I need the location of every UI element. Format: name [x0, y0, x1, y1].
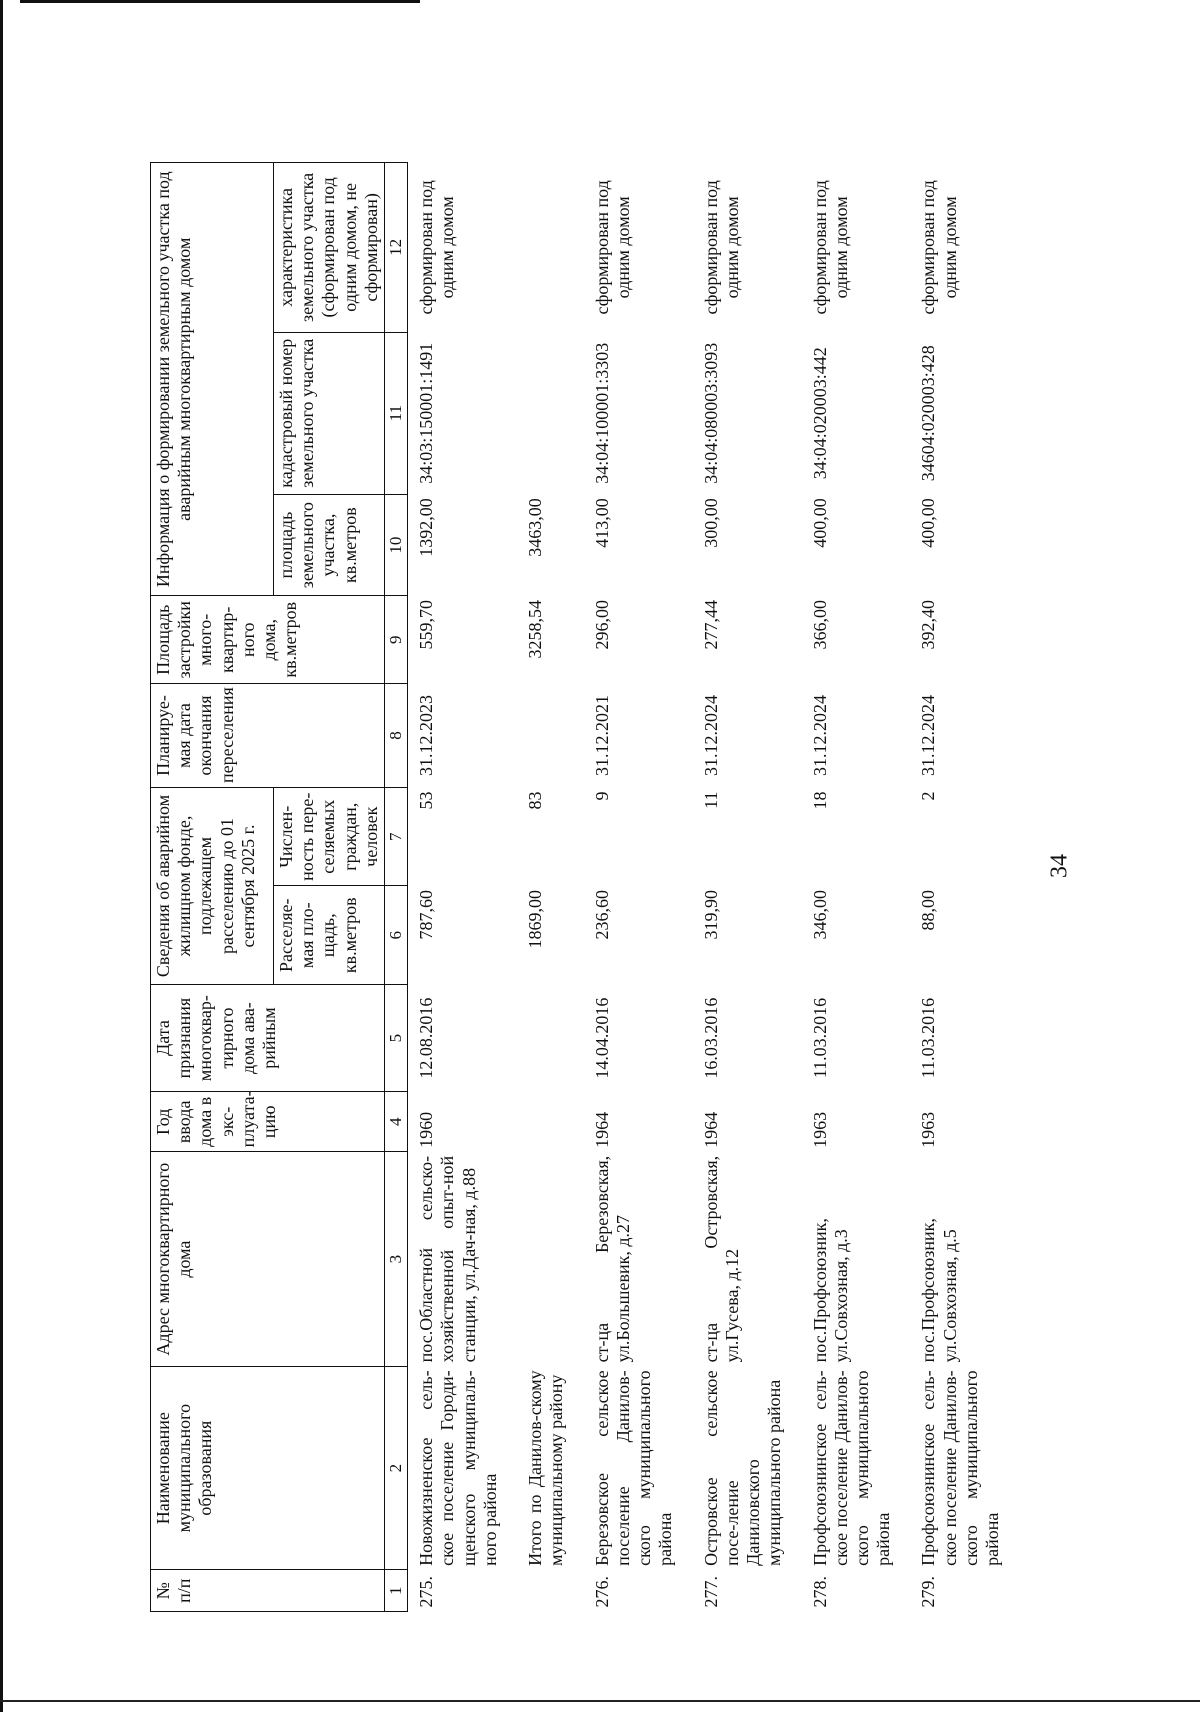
cell-municipality: Березовское сельское поселение Данилов-ского муниципального района [591, 1370, 676, 1566]
column-number: 3 [385, 1152, 408, 1366]
cell-address: пос.Профсоюзник, ул.Совхозная, д.5 [918, 1218, 960, 1363]
cell-resettled-people: 83 [525, 791, 546, 810]
cell-cadastral: 34:04:100001:3303 [591, 342, 612, 484]
header-building-area: Площадь застройки много-квартир-ного дома, кв.метров [151, 596, 385, 684]
cell-address [519, 1152, 585, 1366]
cell-recognition-date [519, 984, 585, 1091]
table-row [408, 163, 519, 1612]
cell-land-area: 1392,00 [416, 498, 437, 557]
column-number: 7 [385, 787, 408, 886]
column-number: 12 [385, 163, 408, 333]
cell-land-area: 413,00 [591, 498, 612, 548]
cell-land-characteristic [519, 163, 585, 333]
cell-municipality: Островское сельское посе-ление Даниловского муниципального района [700, 1370, 785, 1566]
column-number-row [385, 163, 408, 1612]
cell-land-area: 300,00 [700, 498, 721, 548]
cell-no: 276. [591, 1576, 612, 1608]
column-number: 5 [385, 984, 408, 1091]
header-no: № п/п [151, 1570, 385, 1612]
cell-resettled-area: 88,00 [918, 889, 939, 931]
cell-year: 1960 [416, 1111, 437, 1148]
emergency-housing-table [150, 162, 1021, 1612]
cell-no [519, 1570, 585, 1612]
cell-municipality: Профсоюзнинское сель-ское поселение Данилов-ского муниципального района [809, 1370, 894, 1566]
header-address: Адрес многоквартирного дома [151, 1152, 385, 1366]
column-number: 1 [385, 1570, 408, 1612]
header-fund-group: Сведения об аварийном жилищном фонде, подлежащем расселению до 01 сентября 2025 г. [151, 787, 274, 984]
column-number: 2 [385, 1366, 408, 1570]
header-cadastral: кадастровый номер земельного участка [274, 332, 385, 494]
header-resettled-people: Числен-ность пере-селяемых граждан, человек [274, 787, 385, 886]
cell-land-area: 3463,00 [525, 498, 546, 557]
cell-address: ст-ца Березовская, ул.Большевик, д.27 [591, 1155, 633, 1363]
table-row [804, 163, 913, 1612]
cell-year [519, 1092, 585, 1152]
cell-municipality: Итого по Данилов-скому муниципальному району [525, 1370, 567, 1566]
column-number: 6 [385, 886, 408, 984]
cell-cadastral [519, 332, 585, 494]
cell-resettled-area: 236,60 [591, 889, 612, 940]
cell-resettled-people: 2 [918, 791, 939, 801]
cell-recognition-date: 14.04.2016 [591, 997, 612, 1079]
cell-no: 278. [809, 1576, 830, 1608]
cell-resettled-area: 346,00 [809, 889, 830, 940]
cell-planned-date: 31.12.2021 [591, 695, 612, 777]
cell-recognition-date: 11.03.2016 [918, 997, 939, 1079]
cell-planned-date: 31.12.2023 [416, 695, 437, 777]
cell-planned-date: 31.12.2024 [809, 695, 830, 777]
cell-planned-date [519, 684, 585, 788]
cell-resettled-people: 53 [416, 791, 437, 810]
cell-cadastral: 34604:020003:428 [918, 345, 939, 482]
cell-recognition-date: 12.08.2016 [416, 997, 437, 1079]
cell-year: 1963 [918, 1111, 939, 1148]
table-row [586, 163, 695, 1612]
cell-no: 277. [700, 1576, 721, 1608]
header-land-group: Информация о формировании земельного участка под аварийным многоквартирным домом [151, 163, 274, 596]
header-resettled-area: Расселяе-мая пло-щадь, кв.метров [274, 886, 385, 984]
cell-land-characteristic: сформирован под одним домом [416, 180, 458, 315]
cell-planned-date: 31.12.2024 [918, 695, 939, 777]
cell-land-characteristic: сформирован под одним домом [700, 180, 742, 315]
cell-recognition-date: 16.03.2016 [700, 997, 721, 1079]
cell-land-characteristic: сформирован под одним домом [809, 180, 851, 315]
cell-resettled-area: 787,60 [416, 889, 437, 940]
cell-address: пос.Профсоюзник, ул.Совхозная, д.3 [809, 1218, 851, 1363]
cell-recognition-date: 11.03.2016 [809, 997, 830, 1079]
column-number: 9 [385, 596, 408, 684]
cell-cadastral: 34:04:020003:442 [809, 347, 830, 480]
cell-building-area: 3258,54 [525, 599, 546, 659]
cell-year: 1964 [591, 1111, 612, 1148]
table-row-total [519, 163, 585, 1612]
cell-year: 1963 [809, 1111, 830, 1148]
cell-no: 275. [416, 1576, 437, 1608]
header-land-characteristic: характеристика земельного участка (сформирован под одним домом, не сформирован) [274, 163, 385, 333]
cell-land-characteristic: сформирован под одним домом [918, 180, 960, 315]
cell-building-area: 296,00 [591, 599, 612, 650]
cell-resettled-people: 11 [700, 791, 721, 809]
cell-cadastral: 34:04:080003:3093 [700, 342, 721, 484]
cell-land-area: 400,00 [918, 498, 939, 548]
column-number: 10 [385, 494, 408, 596]
cell-land-characteristic: сформирован под одним домом [591, 180, 633, 315]
cell-resettled-area: 319,90 [700, 889, 721, 940]
cell-resettled-area: 1869,00 [525, 889, 546, 949]
table-body [408, 163, 1022, 1612]
page-number: 34 [1046, 854, 1073, 878]
cell-building-area: 366,00 [809, 599, 830, 650]
column-number: 8 [385, 684, 408, 788]
cell-resettled-people: 18 [809, 791, 830, 810]
cell-resettled-people: 9 [591, 791, 612, 801]
table-row [695, 163, 804, 1612]
header-year: Год ввода дома в экс-плуата-цию [151, 1092, 385, 1152]
column-number: 4 [385, 1092, 408, 1152]
table-row [912, 163, 1021, 1612]
cell-building-area: 392,40 [918, 599, 939, 650]
cell-no: 279. [918, 1576, 939, 1608]
header-planned-date: Планируе-мая дата окончания переселения [151, 684, 385, 788]
header-recognition-date: Дата признания многоквар-тирного дома ава-рийным [151, 984, 385, 1091]
cell-building-area: 277,44 [700, 599, 721, 650]
cell-address: пос.Областной сельско-хозяйственной опыт-ной станции, ул.Дач-ная, д.88 [416, 1155, 479, 1363]
cell-land-area: 400,00 [809, 498, 830, 548]
column-number: 11 [385, 332, 408, 494]
cell-planned-date: 31.12.2024 [700, 695, 721, 777]
header-municipality: Наименование муниципального образования [151, 1366, 385, 1570]
table-header [151, 163, 408, 1612]
cell-municipality: Профсоюзнинское сель-ское поселение Данилов-ского муниципального района [918, 1370, 1003, 1566]
cell-cadastral: 34:03:150001:1491 [416, 342, 437, 484]
cell-municipality: Новожизненское сель-ское поселение Городи-щенского муниципаль-ного района [416, 1370, 500, 1566]
header-land-area: площадь земельного участка, кв.метров [274, 494, 385, 596]
cell-building-area: 559,70 [416, 599, 437, 650]
cell-year: 1964 [700, 1111, 721, 1148]
cell-address: ст-ца Островская, ул.Гусева, д.12 [700, 1155, 742, 1363]
